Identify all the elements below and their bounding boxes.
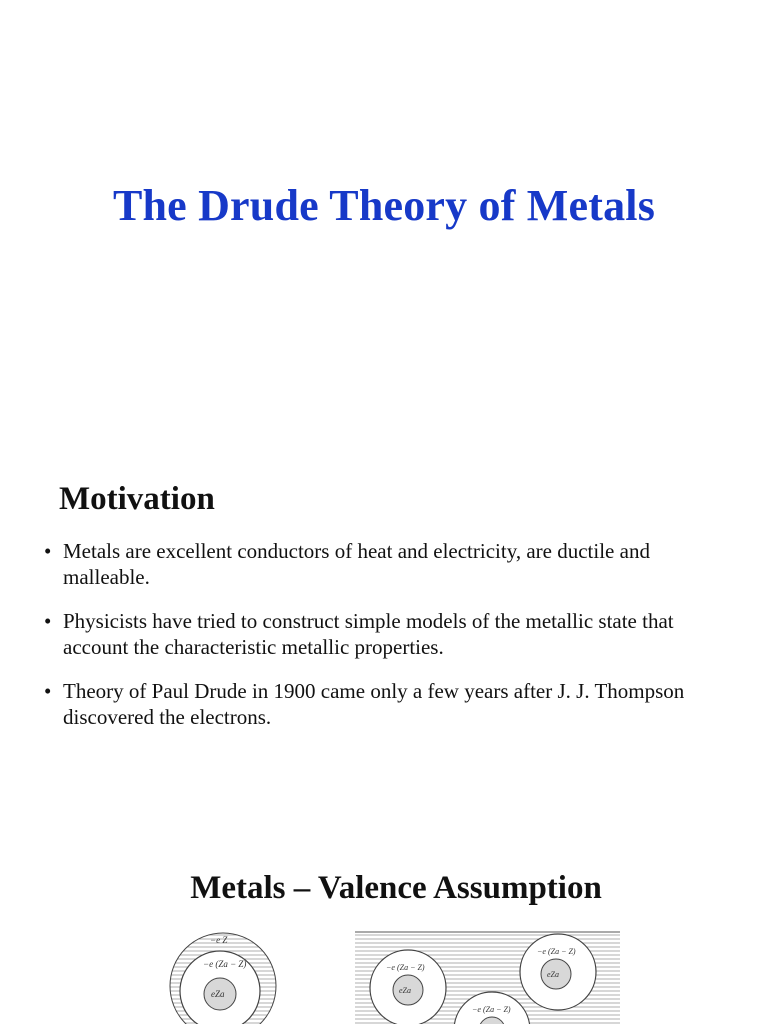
page-title: The Drude Theory of Metals — [112, 181, 656, 230]
isolated-atom — [170, 933, 276, 1024]
outer-charge-label: −e Z — [210, 935, 228, 945]
bullet-dot: • — [44, 539, 52, 563]
section-heading-valence: Metals – Valence Assumption — [190, 870, 602, 906]
slide-title — [0, 0, 768, 420]
slide-valence-assumption — [0, 840, 768, 1024]
nucleus-label: eZa — [211, 989, 225, 999]
bullet-text: Metals are excellent conductors of heat and electricity, are ductile and malleable. — [63, 539, 650, 589]
slide-motivation — [0, 460, 768, 790]
list-item — [44, 608, 704, 660]
metal-lattice — [355, 932, 620, 1024]
core-charge-label-right: −e (Za − Z) — [537, 947, 576, 956]
core-charge-label: −e (Za − Z) — [203, 959, 247, 969]
core-charge-label-left: −e (Za − Z) — [386, 963, 425, 972]
bullet-list — [44, 538, 704, 748]
bullet-text: Physicists have tried to construct simple models of the metallic state that account the characteristic metallic properties. — [63, 609, 674, 659]
nucleus-label-right: eZa — [547, 970, 559, 979]
bullet-dot: • — [44, 679, 52, 703]
list-item — [44, 678, 704, 730]
section-heading-motivation: Motivation — [59, 481, 215, 517]
atom-diagram — [0, 926, 768, 1024]
core-charge-label-bottom: −e (Za − Z) — [472, 1005, 511, 1014]
list-item — [44, 538, 704, 590]
bullet-dot: • — [44, 609, 52, 633]
bullet-text: Theory of Paul Drude in 1900 came only a few years after J. J. Thompson discovered the electrons. — [63, 679, 685, 729]
nucleus-label-left: eZa — [399, 986, 411, 995]
